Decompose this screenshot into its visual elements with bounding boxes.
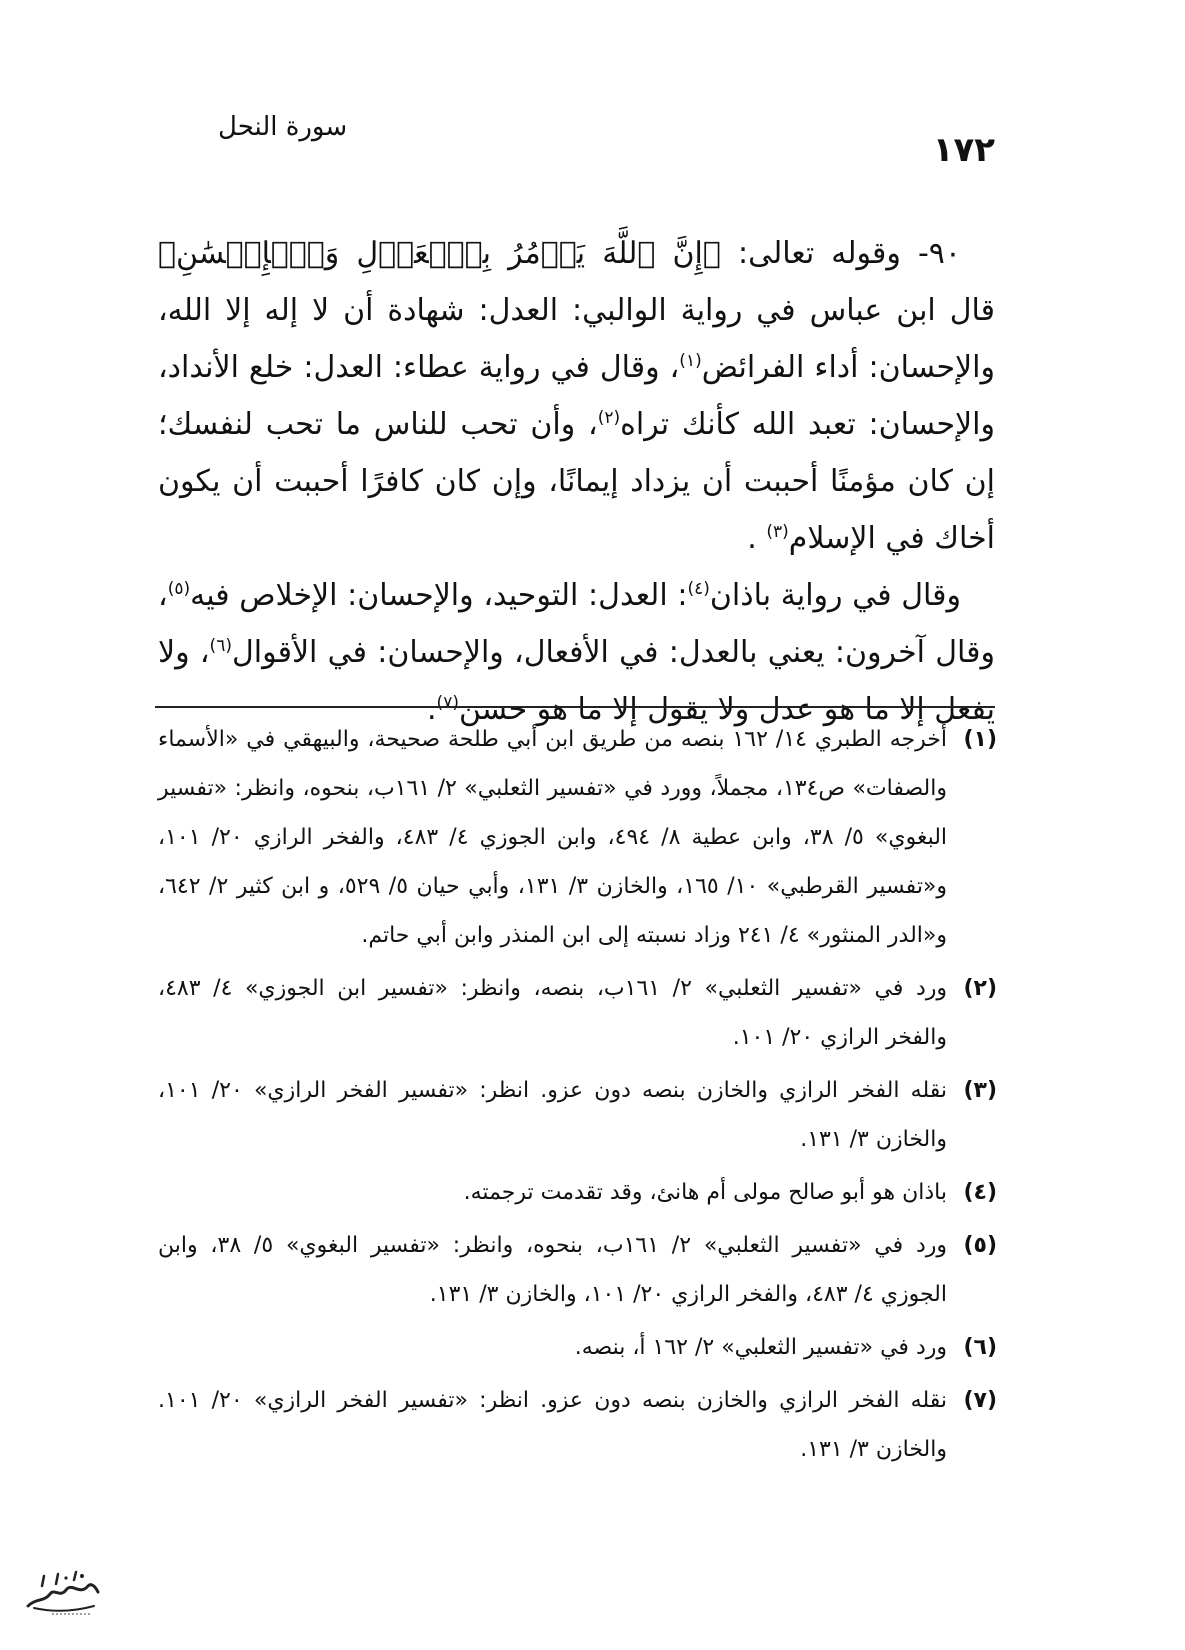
footnote-ref-6[interactable]: (٦) — [209, 636, 232, 656]
footnote-number: (٧) — [963, 1388, 997, 1413]
footnote-ref-7[interactable]: (٧) — [436, 693, 459, 713]
footnote-ref-1[interactable]: (١) — [679, 351, 702, 371]
page-header — [160, 112, 995, 172]
footnote-text: ورد في «تفسير الثعلبي» ٢/ ١٦١ب، بنحوه، وانظر: «تفسير البغوي» ٥/ ٣٨، وابن الجوزي ٤/ ٤٨٣، والفخر الرازي ٢٠/ ١٠١، والخازن ٣/ ١٣١. — [158, 1233, 947, 1307]
footnote-3 — [158, 1066, 997, 1164]
footnote-text: نقله الفخر الرازي والخازن بنصه دون عزو. انظر: «تفسير الفخر الرازي» ٢٠/ ١٠١. والخازن ٣/ ١٣١. — [158, 1388, 947, 1462]
library-calligraphy-logo-icon — [22, 1568, 102, 1618]
footnote-number: (٣) — [963, 1078, 997, 1103]
text-segment: : العدل: التوحيد، والإحسان: الإخلاص فيه — [190, 578, 688, 613]
footnote-number: (١) — [963, 727, 997, 752]
verse-number-lead: ٩٠- وقوله تعالى: — [720, 236, 962, 271]
footnote-6 — [158, 1323, 997, 1372]
footnote-separator — [155, 706, 995, 708]
footnote-ref-3[interactable]: (٣) — [766, 522, 789, 542]
footnote-text: باذان هو أبو صالح مولى أم هانئ، وقد تقدمت ترجمته. — [463, 1180, 947, 1205]
logo-calligraphy — [22, 1568, 102, 1618]
footnote-ref-2[interactable]: (٢) — [597, 408, 621, 428]
footnote-2 — [158, 964, 997, 1062]
footnote-text: أخرجه الطبري ١٤/ ١٦٢ بنصه من طريق ابن أبي طلحة صحيحة، والبيهقي في «الأسماء والصفات» ص١٣٤، مجملاً، وورد في «تفسير الثعلبي» ٢/ ١٦١ب، بنحوه، وانظر: «تفسير البغوي» ٥/ ٣٨، وابن عطية ٨/ ٤٩٤، وابن الجوزي ٤/ ٤٨٣، والفخر الرازي ٢٠/ ١٠١، و«تفسير القرطبي» ١٠/ ١٦٥، والخازن ٣/ ١٣١، وأبي حيان ٥/ ٥٢٩، و ابن كثير ٢/ ٦٤٢، و«الدر المنثور» ٤/ ٢٤١ وزاد نسبته إلى ابن المنذر وابن أبي حاتم. — [158, 727, 948, 948]
footnote-4 — [158, 1168, 997, 1217]
text-segment: . — [427, 692, 437, 727]
footnote-number: (٦) — [963, 1335, 997, 1360]
text-segment: وقال في رواية باذان — [709, 578, 961, 613]
text-segment: ، ولا يفعل إلا ما هو عدل ولا يقول إلا ما هو حسن — [158, 635, 995, 727]
paragraph-1 — [158, 225, 995, 567]
footnote-number: (٢) — [963, 976, 997, 1001]
footnote-text: ورد في «تفسير الثعلبي» ٢/ ١٦٢ أ، بنصه. — [574, 1335, 947, 1360]
footnote-5 — [158, 1221, 997, 1319]
quran-verse: ﴿إِنَّ ٱللَّهَ يَأۡمُرُ بِٱلۡعَدۡلِ وَٱلۡإِحۡسَٰنِ﴾ — [158, 236, 721, 271]
footnote-ref-5[interactable]: (٥) — [167, 579, 191, 599]
footnote-text: ورد في «تفسير الثعلبي» ٢/ ١٦١ب، بنصه، وانظر: «تفسير ابن الجوزي» ٤/ ٤٨٣، والفخر الرازي ٢٠/ ١٠١. — [158, 976, 948, 1050]
page-number: ١٧٢ — [932, 130, 995, 170]
footnote-text: نقله الفخر الرازي والخازن بنصه دون عزو. انظر: «تفسير الفخر الرازي» ٢٠/ ١٠١، والخازن ٣/ ١٣١. — [158, 1078, 948, 1152]
text-segment: قال ابن عباس في رواية الوالبي: العدل: شهادة أن لا إله إلا الله، والإحسان: أداء الفرائض — [158, 293, 995, 385]
footnotes — [158, 715, 997, 1478]
surah-title: سورة النحل — [218, 112, 348, 142]
footnote-ref-4[interactable]: (٤) — [687, 579, 710, 599]
footnote-7 — [158, 1376, 997, 1474]
text-segment: ، وقال في رواية عطاء: العدل: خلع الأنداد، والإحسان: تعبد الله كأنك تراه — [158, 350, 995, 442]
text-segment: ، وأن تحب للناس ما تحب لنفسك؛ إن كان مؤمنًا أحببت أن يزداد إيمانًا، وإن كان كافرًا أحببت أن يكون أخاك في الإسلام — [158, 407, 995, 556]
main-text — [158, 225, 995, 738]
text-segment: ، وقال آخرون: يعني بالعدل: في الأفعال، والإحسان: في الأقوال — [158, 578, 995, 670]
footnote-1 — [158, 715, 997, 960]
footnote-number: (٥) — [963, 1233, 997, 1258]
footnote-number: (٤) — [963, 1180, 997, 1205]
paragraph-2 — [158, 567, 995, 738]
text-segment: . — [747, 521, 767, 556]
